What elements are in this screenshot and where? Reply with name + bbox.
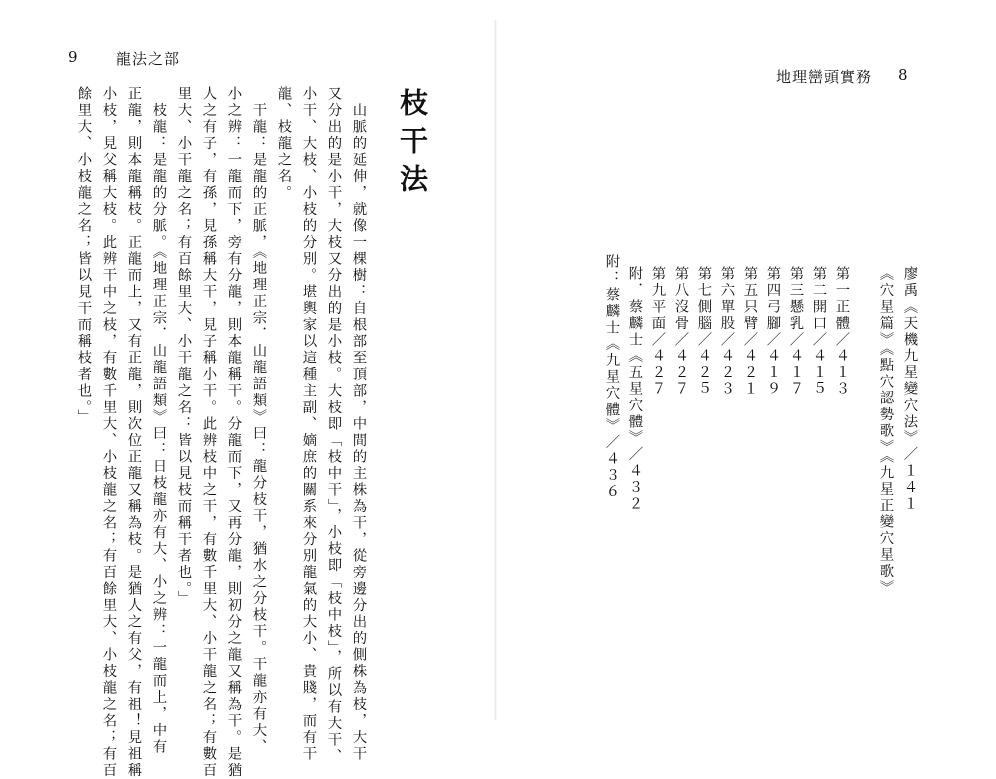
toc-entry: 第一正體／４１３ — [833, 266, 850, 398]
toc-entry: 第六單股／４２３ — [718, 266, 735, 398]
toc-entry: 第二開口／４１５ — [810, 266, 827, 398]
body-column-4: 龍、枝龍之名。 — [275, 86, 292, 202]
toc-entry: 附：蔡麟士《九星穴體》／４３６ — [603, 254, 620, 500]
book-gutter — [494, 20, 497, 720]
toc-entry: 第五只臂／４２１ — [741, 266, 758, 398]
body-column-2: 又分出的是小干，大枝又分出的是小枝。大枝即「枝中干」，小枝即「枝中枝」，所以有大干、 — [325, 86, 342, 765]
body-column-6: 小之辨：一龍而下，旁有分龍，則本龍稱干。分龍而下，又再分龍，則初分之龍又稱為干。是猶 — [225, 86, 242, 779]
toc-entry: 附．蔡麟士《五星穴體》／４３２ — [626, 266, 643, 512]
toc-entry: 第八沒骨／４２７ — [672, 266, 689, 398]
page-number-right: 8 — [898, 66, 908, 84]
body-column-12: 餘里大、小枝龍之名；皆以見干而稱枝者也。」 — [75, 86, 92, 426]
running-header-left: 龍法之部 — [116, 50, 181, 68]
body-column-5: 干龍：是龍的正脈，《地理正宗．山龍語類》曰：龍分枝干，猶水之分枝干。干龍亦有大、 — [250, 86, 267, 756]
body-column-11: 小枝，見父稱大枝。此辨干中之枝，有數千里大、小枝龍之名；有百餘里大、小枝龍之名；有百 — [100, 86, 117, 779]
body-column-7: 人之有子，有孫，見孫稱大干，見子稱小干。此辨枝中之干，有數千里大、小干龍之名；有數百 — [200, 86, 217, 779]
toc-entry: 第九平面／４２７ — [649, 266, 666, 398]
toc-entry: 第七側腦／４２５ — [695, 266, 712, 398]
toc-entry: 第三懸乳／４１７ — [787, 266, 804, 398]
body-column-9: 枝龍：是龍的分脈。《地理正宗．山龍語類》曰：日枝龍亦有大、小之辨：一龍而上，中有 — [150, 86, 167, 756]
section-title: 枝干法 — [396, 88, 429, 202]
body-column-10: 正龍，則本龍稱枝。正龍而上，又有正龍，則次位正龍又稱為枝。是猶人之有父，有祖！見祖稱 — [125, 86, 142, 779]
toc-entry: 廖禹《天機九星變穴法》／１４１ — [901, 266, 918, 512]
body-column-1: 山脈的延伸，就像一棵樹：自根部至頂部，中間的主株為干，從旁邊分出的側株為枝，大干 — [350, 86, 367, 763]
running-header-right: 地理巒頭實務 — [776, 68, 873, 86]
body-column-3: 小干、大枝、小枝的分別。堪輿家以這種主副、嫡庶的關系來分別龍氣的大小、貴賤，而有干 — [300, 86, 317, 763]
right-page — [498, 0, 996, 737]
toc-entry: 第四弓腳／４１９ — [764, 266, 781, 398]
page-number-left: 9 — [68, 48, 78, 66]
toc-entry: 《穴星篇》《點穴認勢歌》《九星正變穴星歌》 — [877, 266, 894, 596]
body-column-8: 里大、小干龍之名；有百餘里大、小干龍之名：皆以見枝而稱干者也。」 — [175, 86, 192, 607]
